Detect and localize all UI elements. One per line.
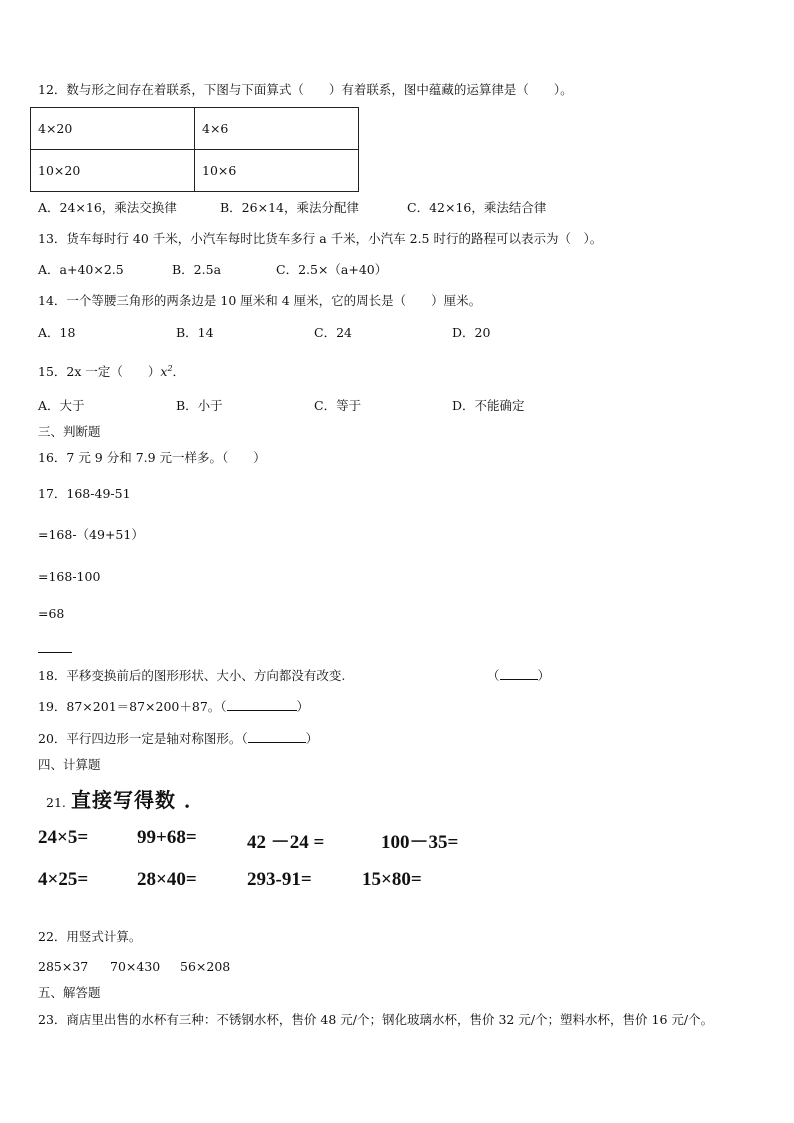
question-15-prefix: 15．2x 一定（ ） <box>38 364 161 380</box>
table-cell: 4×20 <box>31 108 195 150</box>
question-title: 直接写得数 ． <box>70 788 205 812</box>
option-a: A．大于 <box>38 398 85 413</box>
option-b: B．14 <box>176 325 214 340</box>
question-18-text: 18．平移变换前后的图形形状、大小、方向都没有改变. <box>38 668 346 683</box>
x-squared-term: $x^2$ <box>160 364 173 380</box>
option-b: B．26×14，乘法分配律 <box>220 200 359 215</box>
option-c: C．42×16，乘法结合律 <box>407 200 547 215</box>
section-heading: 三、判断题 <box>38 424 101 439</box>
blank-line[interactable] <box>227 699 297 711</box>
question-12-text: 12．数与形之间存在着联系，下图与下面算式（ ）有着联系，图中蕴藏的运算律是（ ）。 <box>38 82 573 97</box>
question-13-text: 13．货车每时行 40 千米，小汽车每时比货车多行 a 千米，小汽车 2.5 时行的路程可以表示为（ ）。 <box>38 231 603 246</box>
vertical-calc-item: 285×37 <box>38 959 89 974</box>
option-b: B．2.5a <box>172 262 222 277</box>
option-b: B．小于 <box>176 398 223 413</box>
calc-step: =168-100 <box>38 569 101 584</box>
table-cell: 10×6 <box>195 150 359 192</box>
oral-calc-item: 28×40= <box>137 869 197 890</box>
question-22-text: 22．用竖式计算。 <box>38 929 142 944</box>
vertical-calc-item: 56×208 <box>180 959 231 974</box>
option-d: D．20 <box>452 325 491 340</box>
blank-line[interactable] <box>248 731 306 743</box>
calc-step: =68 <box>38 606 65 621</box>
oral-calc-item: 100－35= <box>381 832 459 853</box>
question-15-text: 15．2x 一定（ ）$x^2$． <box>38 364 186 380</box>
option-c: C．等于 <box>314 398 362 413</box>
table-cell: 10×20 <box>31 150 195 192</box>
option-a: A．24×16，乘法交换律 <box>38 200 177 215</box>
oral-calc-item: 4×25= <box>38 869 89 890</box>
question-14-text: 14．一个等腰三角形的两条边是 10 厘米和 4 厘米，它的周长是（ ）厘米。 <box>38 293 482 308</box>
question-19-text: 19．87×201＝87×200＋87。（ ） <box>38 699 310 714</box>
question-23-text: 23．商店里出售的水杯有三种：不锈钢水杯，售价 48 元/个；钢化玻璃水杯，售价 32 元/个；塑料水杯，售价 16 元/个。 <box>38 1012 714 1027</box>
option-d: D．不能确定 <box>452 398 525 413</box>
answer-line <box>38 652 72 653</box>
section-heading: 四、计算题 <box>38 757 101 772</box>
question-number: 21. <box>46 795 66 810</box>
oral-calc-item: 42 －24 = <box>247 832 325 853</box>
option-c: C．2.5×（a+40） <box>276 262 388 277</box>
option-c: C．24 <box>314 325 352 340</box>
calc-step: =168-（49+51） <box>38 527 144 542</box>
oral-calc-item: 24×5= <box>38 827 89 848</box>
section-heading: 五、解答题 <box>38 985 101 1000</box>
question-20-text: 20．平行四边形一定是轴对称图形。（ ） <box>38 731 319 746</box>
area-model-table <box>30 107 359 192</box>
question-21-heading <box>46 784 205 813</box>
oral-calc-item: 99+68= <box>137 827 197 848</box>
oral-calc-item: 15×80= <box>362 869 422 890</box>
answer-blank[interactable]: （ ） <box>487 668 551 683</box>
option-a: A．18 <box>38 325 76 340</box>
oral-calc-item: 293-91= <box>247 869 312 890</box>
table-cell: 4×6 <box>195 108 359 150</box>
question-17-text: 17．168-49-51 <box>38 486 131 501</box>
blank-line[interactable] <box>500 668 538 680</box>
question-16-text: 16．7 元 9 分和 7.9 元一样多。（ ） <box>38 450 266 465</box>
option-a: A．a+40×2.5 <box>38 262 124 277</box>
vertical-calc-item: 70×430 <box>110 959 161 974</box>
